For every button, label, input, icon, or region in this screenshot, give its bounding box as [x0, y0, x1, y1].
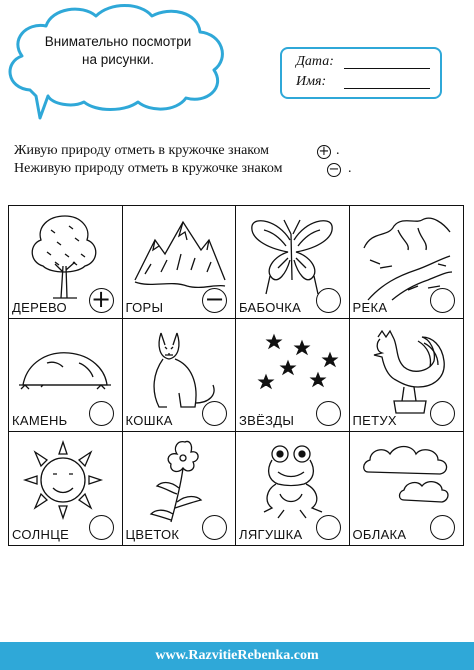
footer-url[interactable]: www.RazvitieRebenka.com	[0, 642, 474, 670]
cell-word: ЛЯГУШКА	[239, 527, 303, 542]
name-label: Имя:	[296, 74, 327, 89]
answer-circle[interactable]	[316, 515, 341, 540]
answer-circle[interactable]	[316, 401, 341, 426]
cell-clouds	[350, 432, 464, 545]
cell-word: ЦВЕТОК	[125, 527, 180, 542]
cell-sun	[9, 432, 123, 545]
cell-tree	[9, 206, 123, 319]
cell-mountains	[123, 206, 237, 319]
cell-butterfly	[236, 206, 350, 319]
cloud-line-1: Внимательно посмотри	[44, 34, 192, 49]
answer-circle[interactable]	[430, 401, 455, 426]
answer-circle[interactable]	[89, 401, 114, 426]
answer-circle[interactable]	[202, 515, 227, 540]
date-field[interactable]	[344, 68, 430, 69]
cell-rooster	[350, 319, 464, 432]
date-name-box	[280, 47, 442, 99]
instruction-line-1: Живую природу отметь в кружочке знаком	[14, 143, 269, 158]
instruction-line-2: Неживую природу отметь в кружочке знаком	[14, 161, 283, 176]
answer-circle[interactable]	[430, 288, 455, 313]
date-label: Дата:	[296, 54, 334, 69]
instruction-dot-1: .	[336, 143, 340, 158]
cell-word: БАБОЧКА	[239, 300, 302, 315]
cell-word: ГОРЫ	[125, 300, 164, 315]
minus-sign-icon: −	[328, 162, 340, 177]
cell-word: ПЕТУХ	[352, 413, 397, 428]
cell-word: КОШКА	[125, 413, 173, 428]
answer-circle[interactable]: −	[202, 288, 227, 313]
picture-grid	[8, 205, 464, 546]
cell-word: ОБЛАКА	[352, 527, 407, 542]
cell-flower	[123, 432, 237, 545]
answer-circle[interactable]	[202, 401, 227, 426]
answer-circle[interactable]	[316, 288, 341, 313]
answer-circle[interactable]	[430, 515, 455, 540]
cell-word: ЗВЁЗДЫ	[239, 413, 295, 428]
cell-river	[350, 206, 464, 319]
cell-word: КАМЕНЬ	[12, 413, 68, 428]
cell-stone	[9, 319, 123, 432]
answer-circle[interactable]	[89, 515, 114, 540]
answer-circle[interactable]: +	[89, 288, 114, 313]
cell-stars	[236, 319, 350, 432]
cell-cat	[123, 319, 237, 432]
cell-word: СОЛНЦЕ	[12, 527, 70, 542]
instruction-dot-2: .	[348, 161, 352, 176]
cell-word: ДЕРЕВО	[12, 300, 67, 315]
plus-sign-icon: +	[318, 144, 330, 159]
cloud-text	[30, 33, 206, 69]
name-field[interactable]	[344, 88, 430, 89]
cell-word: РЕКА	[352, 300, 388, 315]
cloud-line-2: на рисунки.	[82, 52, 154, 67]
cell-frog	[236, 432, 350, 545]
clouds-icon	[358, 436, 454, 528]
